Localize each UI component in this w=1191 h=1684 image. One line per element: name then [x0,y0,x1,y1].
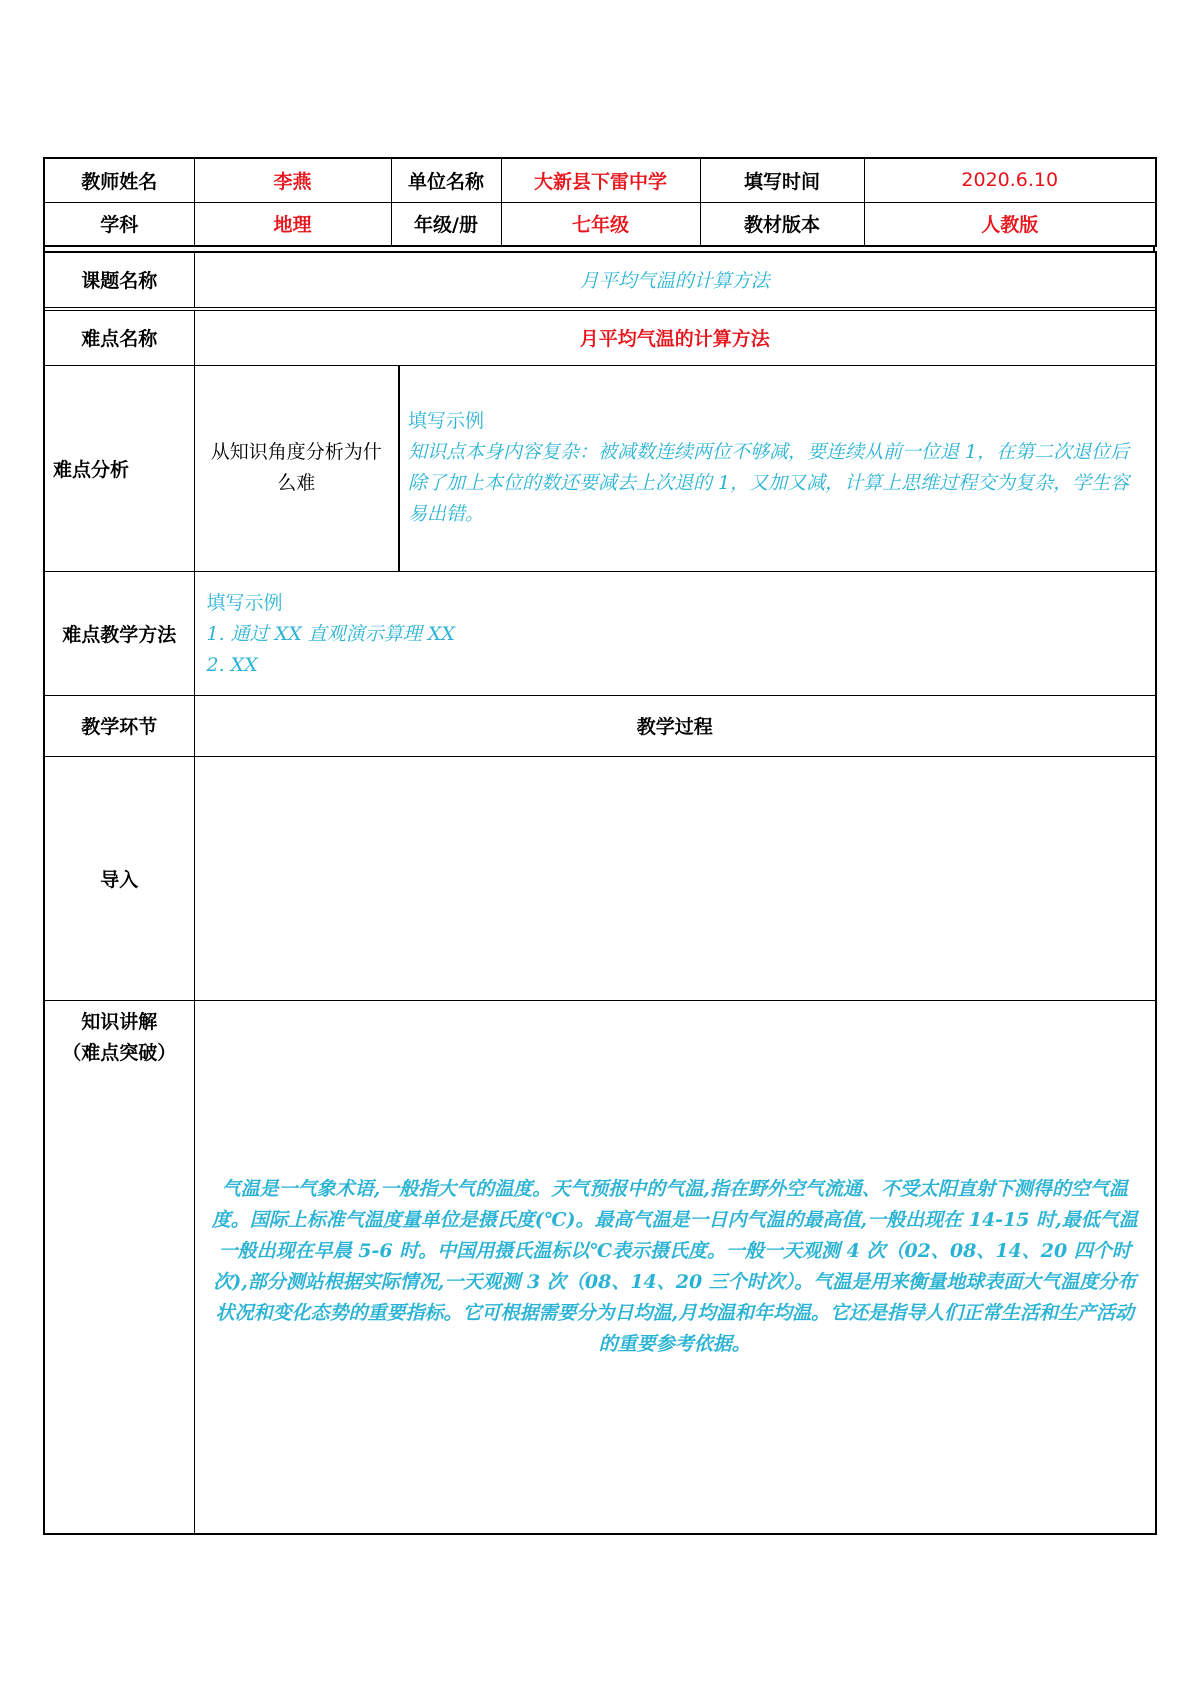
body-table [43,251,1157,1535]
process-value: 教学过程 [194,695,1156,756]
intro-label: 导入 [44,756,194,1000]
edition-label: 教材版本 [700,202,864,246]
topic-label: 课题名称 [44,252,194,307]
edition-value: 人教版 [864,202,1156,246]
method-example-title: 填写示例 [206,591,283,614]
analysis-example-text: 知识点本身内容复杂：被减数连续两位不够减，要连续从前一位退 1，在第二次退位后除了加上本位的数还要减去上次退的 1，又加又减，计算上思维过程交为复杂，学生容易出错。 [408,440,1130,525]
knowledge-label-line2: （难点突破） [62,1041,177,1064]
teacher-value: 李燕 [194,158,391,202]
difficulty-value: 月平均气温的计算方法 [194,310,1156,365]
topic-value: 月平均气温的计算方法 [194,252,1156,307]
analysis-sub-label: 从知识角度分析为什么难 [194,365,399,571]
analysis-label: 难点分析 [44,365,194,571]
date-label: 填写时间 [700,158,864,202]
teacher-label: 教师姓名 [44,158,194,202]
knowledge-label [44,1000,194,1534]
method-label: 难点教学方法 [44,571,194,695]
knowledge-label-line1: 知识讲解 [81,1010,158,1033]
knowledge-text: 气温是一气象术语,一般指大气的温度。天气预报中的气温,指在野外空气流通、不受太阳直射下测得的空气温度。国际上标准气温度量单位是摄氏度(℃)。最高气温是一日内气温的最高值,一般出现在 14-15 时,最低气温一般出现在早晨 5-6 时。中国用摄氏温标以℃表示摄氏度。一般一天观测 4 次（02、08、14、20 四个时次),部分测站根据实际情况,一天观测 3 次（08、14、20 三个时次）。气温是用来衡量地球表面大气温度分布状况和变化态势的重要指标。它可根据需要分为日均温,月均温和年均温。它还是指导人们正常生活和生产活动的重要参考依据。 [194,1000,1156,1534]
analysis-example [399,365,1156,571]
difficulty-label: 难点名称 [44,310,194,365]
analysis-example-title: 填写示例 [408,409,485,432]
method-item-2: 2. XX [206,653,258,676]
date-value: 2020.6.10 [864,158,1156,202]
subject-label: 学科 [44,202,194,246]
unit-value: 大新县下雷中学 [501,158,700,202]
grade-value: 七年级 [501,202,700,246]
intro-content [194,756,1156,1000]
unit-label: 单位名称 [391,158,501,202]
header-table [43,157,1157,247]
method-content [194,571,1156,695]
subject-value: 地理 [194,202,391,246]
method-item-1: 1. 通过 XX 直观演示算理 XX [206,622,455,645]
lesson-plan-sheet [43,157,1155,1535]
process-label: 教学环节 [44,695,194,756]
grade-label: 年级/册 [391,202,501,246]
